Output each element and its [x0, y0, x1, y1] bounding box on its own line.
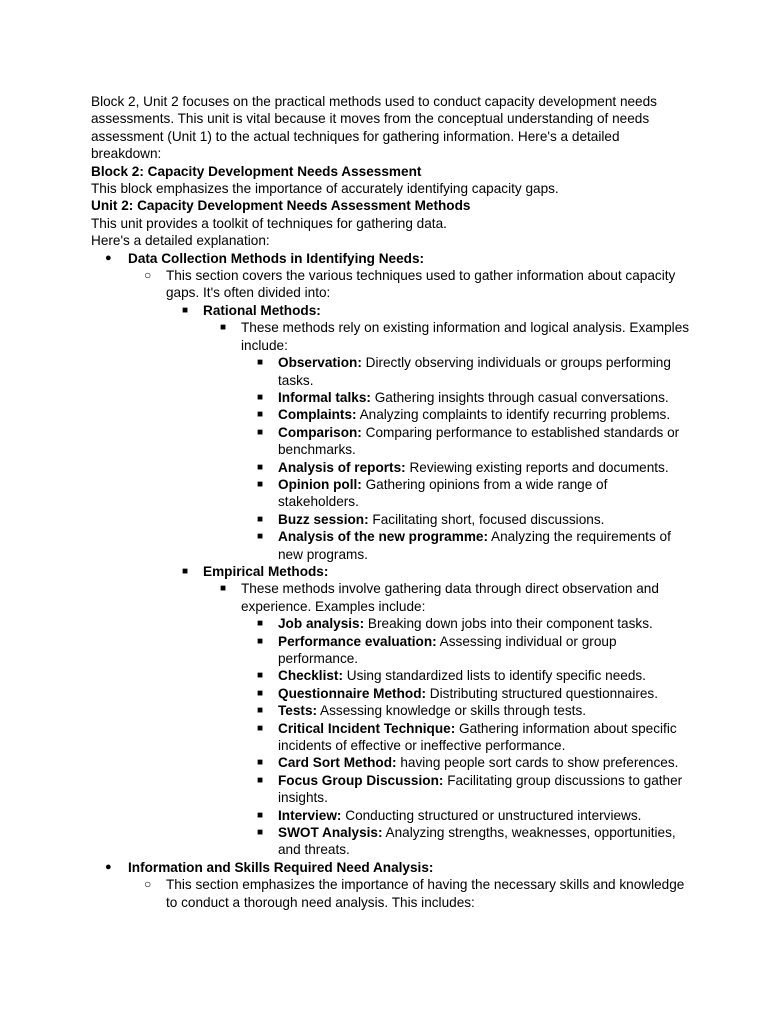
method-item	[91, 528, 691, 563]
method-description: Using standardized lists to identify specific needs.	[342, 668, 646, 684]
square-bullet-icon: ■	[182, 565, 189, 577]
square-bullet-icon: ■	[257, 687, 264, 699]
method-term: Complaints:	[278, 407, 357, 423]
method-term: Job analysis:	[278, 616, 365, 632]
method-description: Analyzing the requirements of new programs.	[278, 529, 671, 562]
disc-bullet-icon: ●	[105, 251, 112, 264]
list-item	[91, 876, 691, 911]
method-term: Interview:	[278, 807, 342, 823]
list-item	[91, 250, 691, 267]
method-item	[91, 633, 691, 668]
method-description: Gathering insights through casual conversations.	[370, 389, 669, 405]
method-description: Breaking down jobs into their component tasks.	[364, 616, 653, 632]
square-bullet-icon: ■	[257, 409, 264, 421]
square-bullet-icon: ■	[257, 426, 264, 438]
square-bullet-icon: ■	[257, 391, 264, 403]
document-body	[91, 93, 691, 911]
list-item	[91, 580, 691, 615]
method-description: Distributing structured questionnaires.	[426, 685, 658, 701]
empirical-methods-list	[91, 615, 691, 859]
section-description: This section covers the various techniques used to gather information about capacity gaps. It's often divided into:	[166, 268, 676, 301]
method-term: Critical Incident Technique:	[278, 720, 456, 736]
method-item	[91, 685, 691, 702]
method-description: Gathering opinions from a wide range of stakeholders.	[278, 476, 608, 510]
square-bullet-icon: ■	[220, 322, 227, 334]
square-bullet-icon: ■	[257, 809, 264, 821]
method-description: Conducting structured or unstructured interviews.	[341, 807, 642, 823]
rational-methods-list	[91, 354, 691, 563]
unit-description: This unit provides a toolkit of techniques for gathering data.	[91, 215, 447, 231]
square-bullet-icon: ■	[257, 757, 264, 769]
method-item	[91, 667, 691, 684]
method-term: Buzz session:	[278, 511, 369, 527]
method-item	[91, 511, 691, 528]
circle-bullet-icon: ○	[144, 877, 152, 892]
subsection-title: Rational Methods:	[203, 302, 321, 318]
square-bullet-icon: ■	[257, 357, 264, 369]
method-item	[91, 754, 691, 771]
method-item	[91, 459, 691, 476]
square-bullet-icon: ■	[257, 531, 264, 543]
square-bullet-icon: ■	[257, 705, 264, 717]
method-term: Informal talks:	[278, 389, 371, 405]
method-term: Analysis of reports:	[278, 459, 406, 475]
square-bullet-icon: ■	[257, 827, 264, 839]
method-term: Opinion poll:	[278, 476, 362, 492]
section-title: Information and Skills Required Need Analysis:	[128, 859, 434, 875]
circle-bullet-icon: ○	[144, 268, 152, 283]
method-term: Analysis of the new programme:	[278, 529, 488, 545]
square-bullet-icon: ■	[257, 722, 264, 734]
square-bullet-icon: ■	[182, 304, 189, 316]
explanation-lead: Here's a detailed explanation:	[91, 233, 270, 249]
method-description: having people sort cards to show preferences.	[396, 755, 679, 771]
method-item	[91, 720, 691, 755]
disc-bullet-icon: ●	[105, 860, 112, 873]
method-term: Checklist:	[278, 668, 343, 684]
method-description: Comparing performance to established standards or benchmarks.	[278, 424, 680, 458]
method-description: Assessing knowledge or skills through tests.	[317, 703, 587, 719]
list-item	[91, 859, 691, 876]
method-description: Gathering information about specific incidents of effective or ineffective performance.	[278, 720, 677, 754]
intro-paragraph: Block 2, Unit 2 focuses on the practical methods used to conduct capacity development needs assessments. This unit is vital because it moves from the conceptual understanding of needs assessment (Unit 1) to the actual techniques for gathering information. Here's a detailed breakdown:	[91, 94, 657, 162]
method-description: Analyzing complaints to identify recurring problems.	[356, 407, 671, 423]
method-term: Questionnaire Method:	[278, 685, 427, 701]
square-bullet-icon: ■	[257, 670, 264, 682]
square-bullet-icon: ■	[257, 618, 264, 630]
method-description: Facilitating short, focused discussions.	[368, 511, 605, 527]
list-item	[91, 319, 691, 354]
method-term: SWOT Analysis:	[278, 825, 383, 841]
method-item	[91, 406, 691, 423]
method-item	[91, 615, 691, 632]
square-bullet-icon: ■	[257, 513, 264, 525]
block-description: This block emphasizes the importance of accurately identifying capacity gaps.	[91, 181, 559, 197]
method-term: Comparison:	[278, 424, 362, 440]
square-bullet-icon: ■	[257, 774, 264, 786]
method-description: Reviewing existing reports and documents.	[405, 459, 669, 475]
method-description: Analyzing strengths, weaknesses, opportunities, and threats.	[278, 825, 676, 858]
method-item	[91, 476, 691, 511]
block-heading: Block 2: Capacity Development Needs Assessment	[91, 163, 422, 179]
square-bullet-icon: ■	[257, 461, 264, 473]
section-description: This section emphasizes the importance of having the necessary skills and knowledge to conduct a thorough need analysis. This includes:	[166, 877, 685, 910]
unit-heading: Unit 2: Capacity Development Needs Assessment Methods	[91, 198, 471, 214]
method-term: Tests:	[278, 703, 318, 719]
method-term: Focus Group Discussion:	[278, 772, 444, 788]
subsection-description: These methods involve gathering data through direct observation and experience. Examples include:	[241, 581, 659, 614]
method-item	[91, 702, 691, 719]
method-description: Directly observing individuals or groups performing tasks.	[278, 355, 671, 388]
list-item	[91, 563, 691, 580]
list-item	[91, 267, 691, 302]
method-item	[91, 824, 691, 859]
method-description: Facilitating group discussions to gather insights.	[278, 772, 683, 806]
section-title: Data Collection Methods in Identifying Needs:	[128, 250, 425, 266]
method-item	[91, 354, 691, 389]
subsection-title: Empirical Methods:	[203, 563, 329, 579]
method-term: Performance evaluation:	[278, 633, 437, 649]
method-item	[91, 772, 691, 807]
method-item	[91, 807, 691, 824]
method-term: Observation:	[278, 355, 362, 371]
method-description: Assessing individual or group performance.	[278, 633, 617, 666]
subsection-description: These methods rely on existing information and logical analysis. Examples include:	[241, 320, 690, 353]
square-bullet-icon: ■	[220, 583, 227, 595]
method-term: Card Sort Method:	[278, 755, 397, 771]
square-bullet-icon: ■	[257, 635, 264, 647]
square-bullet-icon: ■	[257, 478, 264, 490]
method-item	[91, 389, 691, 406]
method-item	[91, 424, 691, 459]
list-item	[91, 302, 691, 319]
